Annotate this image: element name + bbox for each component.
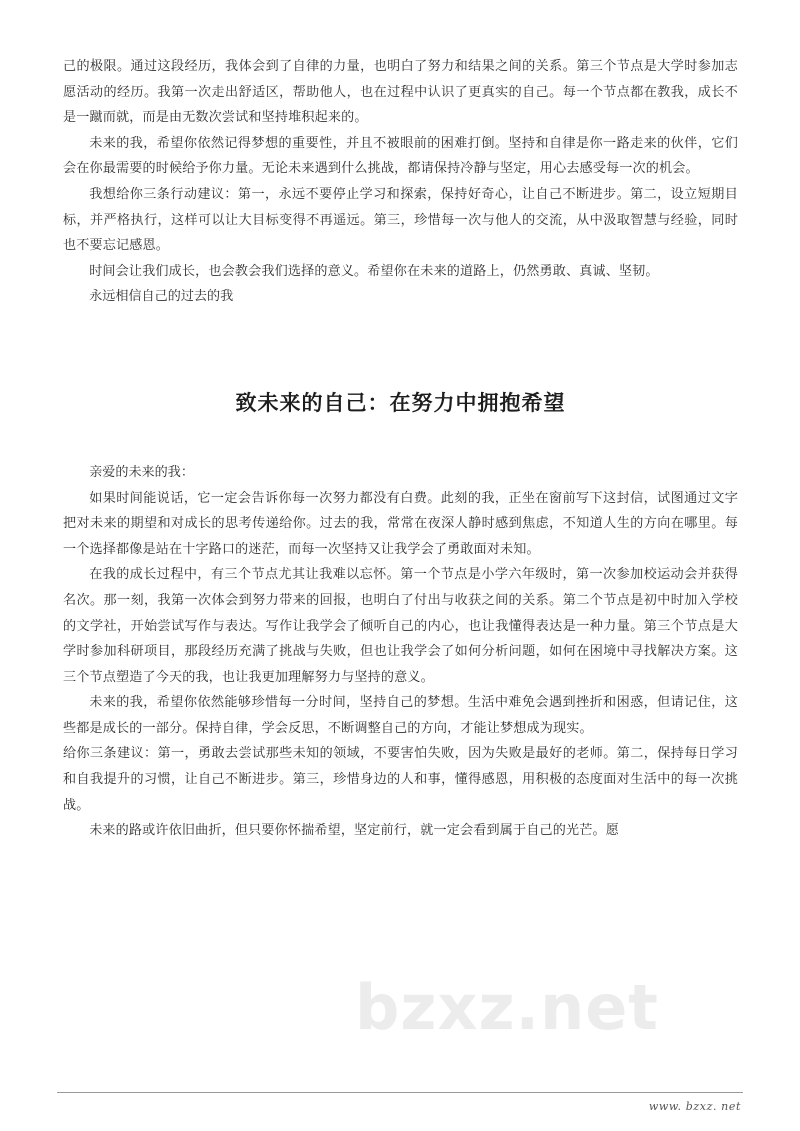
salutation: 亲爱的未来的我： (89, 464, 194, 480)
previous-letter-signoff: 永远相信自己的过去的我 (89, 289, 234, 305)
paragraph: 未来的路或许依旧曲折，但只要你怀揣希望，坚定前行，就一定会看到属于自己的光芒。愿 (89, 823, 619, 839)
paragraph: 在我的成长过程中，有三个节点尤其让我难以忘怀。第一个节点是小学六年级时，第一次参加校运动会并获得名次。那一刻，我第一次体会到努力带来的回报，也明白了付出与收获之间的关系。第二个节点是初中时加入学校的文学社，开始尝试写作与表达。写作让我学会了倾听自己的内心，也让我懂得表达是一种力量。第三个节点是大学时参加科研项目，那段经历充满了挑战与失败，但也让我学会了如何分析问题，如何在困境中寻找解决方案。这三个节点塑造了今天的我，也让我更加理解努力与坚持的意义。 (63, 567, 738, 685)
page-title: 致未来的自己：在努力中拥抱希望 (235, 390, 566, 415)
footer-url: www. bzxz. net (648, 1100, 741, 1113)
paragraph: 给你三条建议：第一，勇敢去尝试那些未知的领域，不要害怕失败，因为失败是最好的老师。第二，保持每日学习和自我提升的习惯，让自己不断进步。第三，珍惜身边的人和事，懂得感恩，用积极的态度面对生活中的每一次挑战。 (63, 746, 738, 813)
paragraph: 己的极限。通过这段经历，我体会到了自律的力量，也明白了努力和结果之间的关系。第三个节点是大学时参加志愿活动的经历。我第一次走出舒适区，帮助他人，也在过程中认识了更真实的自己。每一个节点都在教我，成长不是一蹴而就，而是由无数次尝试和坚持堆积起来的。 (63, 59, 738, 126)
paragraph: 未来的我，希望你依然能够珍惜每一分时间，坚持自己的梦想。生活中难免会遇到挫折和困惑，但请记住，这些都是成长的一部分。保持自律，学会反思，不断调整自己的方向，才能让梦想成为现实。 (63, 695, 738, 736)
document-content (63, 0, 738, 844)
footer-divider (57, 1092, 743, 1093)
previous-letter-block (63, 0, 738, 310)
paragraph: 如果时间能说话，它一定会告诉你每一次努力都没有白费。此刻的我，正坐在窗前写下这封信，试图通过文字把对未来的期望和对成长的思考传递给你。过去的我，常常在夜深人静时感到焦虑，不知道人生的方向在哪里。每一个选择都像是站在十字路口的迷茫，而每一次坚持又让我学会了勇敢面对未知。 (63, 490, 738, 557)
site-watermark: bzxz.net (355, 971, 659, 1044)
section-divider-space (63, 310, 738, 388)
current-letter-block (63, 388, 738, 844)
paragraph: 我想给你三条行动建议：第一，永远不要停止学习和探索，保持好奇心，让自己不断进步。第二，设立短期目标，并严格执行，这样可以让大目标变得不再遥远。第三，珍惜每一次与他人的交流，从中汲取智慧与经验，同时也不要忘记感恩。 (63, 186, 738, 254)
page-footer (57, 1092, 743, 1113)
paragraph: 时间会让我们成长，也会教会我们选择的意义。希望你在未来的道路上，仍然勇敢、真诚、坚韧。 (89, 263, 659, 279)
title-spacer (63, 418, 738, 460)
paragraph: 未来的我，希望你依然记得梦想的重要性，并且不被眼前的困难打倒。坚持和自律是你一路走来的伙伴，它们会在你最需要的时候给予你力量。无论未来遇到什么挑战，都请保持冷静与坚定，用心去感受每一次的机会。 (63, 135, 738, 177)
